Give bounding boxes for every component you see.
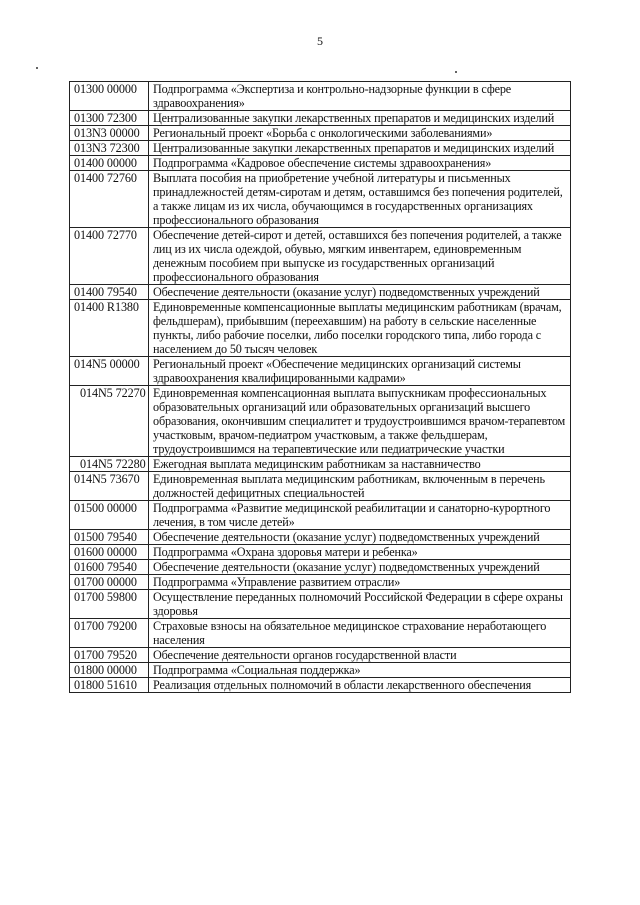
table-row	[70, 228, 571, 285]
row-code: 013N3 72300	[70, 141, 149, 156]
row-description: Единовременная выплата медицинским работникам, включенным в перечень должностей дефицитных специальностей	[149, 472, 571, 501]
page-number: 5	[317, 34, 323, 48]
row-code: 01400 72770	[70, 228, 149, 285]
row-code: 01800 00000	[70, 663, 149, 678]
row-code: 01300 72300	[70, 111, 149, 126]
table-row	[70, 386, 571, 457]
row-description: Подпрограмма «Охрана здоровья матери и ребенка»	[149, 545, 571, 560]
row-description: Обеспечение деятельности органов государственной власти	[149, 648, 571, 663]
row-description: Централизованные закупки лекарственных препаратов и медицинских изделий	[149, 141, 571, 156]
row-description: Региональный проект «Борьба с онкологическими заболеваниями»	[149, 126, 571, 141]
row-code: 01500 79540	[70, 530, 149, 545]
table-row	[70, 457, 571, 472]
table-row	[70, 530, 571, 545]
row-description: Страховые взносы на обязательное медицинское страхование неработающего населения	[149, 619, 571, 648]
row-code: 014N5 73670	[70, 472, 149, 501]
row-description: Централизованные закупки лекарственных препаратов и медицинских изделий	[149, 111, 571, 126]
table-row	[70, 590, 571, 619]
row-description: Единовременные компенсационные выплаты медицинским работникам (врачам, фельдшерам), прибывшим (переехавшим) на работу в сельские населенные пункты, либо рабочие поселки, либо поселки городского типа, либо города с населением до 50 тысяч человек	[149, 300, 571, 357]
row-description: Подпрограмма «Развитие медицинской реабилитации и санаторно-курортного лечения, в том числе детей»	[149, 501, 571, 530]
table-row	[70, 357, 571, 386]
row-description: Выплата пособия на приобретение учебной литературы и письменных принадлежностей детям-сиротам и детям, оставшимся без попечения родителей, а также лицам из их числа, обучающимся в государственных организациях профессионального образования	[149, 171, 571, 228]
row-description: Обеспечение детей-сирот и детей, оставшихся без попечения родителей, а также лиц из их числа одеждой, обувью, мягким инвентарем, единовременным денежным пособием при выпуске из государственных организаций профессионального образования	[149, 228, 571, 285]
table-row	[70, 285, 571, 300]
row-code: 01400 R1380	[70, 300, 149, 357]
row-code: 01600 79540	[70, 560, 149, 575]
row-code: 01700 00000	[70, 575, 149, 590]
table-row	[70, 82, 571, 111]
row-code: 01400 79540	[70, 285, 149, 300]
table-row	[70, 171, 571, 228]
table-row	[70, 545, 571, 560]
row-code: 014N5 00000	[70, 357, 149, 386]
row-code: 01700 59800	[70, 590, 149, 619]
row-code: 013N3 00000	[70, 126, 149, 141]
table-row	[70, 156, 571, 171]
row-description: Подпрограмма «Социальная поддержка»	[149, 663, 571, 678]
scan-speck	[36, 67, 38, 69]
row-description: Обеспечение деятельности (оказание услуг) подведомственных учреждений	[149, 560, 571, 575]
row-description: Ежегодная выплата медицинским работникам за наставничество	[149, 457, 571, 472]
table-row	[70, 648, 571, 663]
table-row	[70, 141, 571, 156]
budget-code-table	[69, 81, 571, 693]
table-row	[70, 300, 571, 357]
table-row	[70, 619, 571, 648]
row-description: Реализация отдельных полномочий в области лекарственного обеспечения	[149, 678, 571, 693]
table-row	[70, 678, 571, 693]
row-description: Подпрограмма «Управление развитием отрасли»	[149, 575, 571, 590]
row-code: 01300 00000	[70, 82, 149, 111]
table-row	[70, 111, 571, 126]
row-code: 014N5 72280	[70, 457, 149, 472]
row-description: Единовременная компенсационная выплата выпускникам профессиональных образовательных организаций или образовательных организаций высшего образования, окончившим специалитет и трудоустроившимся врачом-терапевтом участковым, врачом-педиатром участковым, а также фельдшерам, трудоустроившимся на терапевтические или педиатрические участки	[149, 386, 571, 457]
table-row	[70, 126, 571, 141]
row-code: 014N5 72270	[70, 386, 149, 457]
row-description: Обеспечение деятельности (оказание услуг) подведомственных учреждений	[149, 530, 571, 545]
row-code: 01500 00000	[70, 501, 149, 530]
row-code: 01400 72760	[70, 171, 149, 228]
row-description: Обеспечение деятельности (оказание услуг) подведомственных учреждений	[149, 285, 571, 300]
table-row	[70, 472, 571, 501]
table-row	[70, 663, 571, 678]
row-description: Осуществление переданных полномочий Российской Федерации в сфере охраны здоровья	[149, 590, 571, 619]
table-row	[70, 575, 571, 590]
row-description: Региональный проект «Обеспечение медицинских организаций системы здравоохранения квалифицированными кадрами»	[149, 357, 571, 386]
table-row	[70, 501, 571, 530]
row-description: Подпрограмма «Кадровое обеспечение системы здравоохранения»	[149, 156, 571, 171]
row-code: 01600 00000	[70, 545, 149, 560]
scan-speck	[455, 71, 457, 73]
row-description: Подпрограмма «Экспертиза и контрольно-надзорные функции в сфере здравоохранения»	[149, 82, 571, 111]
row-code: 01800 51610	[70, 678, 149, 693]
table-row	[70, 560, 571, 575]
row-code: 01700 79520	[70, 648, 149, 663]
row-code: 01400 00000	[70, 156, 149, 171]
row-code: 01700 79200	[70, 619, 149, 648]
